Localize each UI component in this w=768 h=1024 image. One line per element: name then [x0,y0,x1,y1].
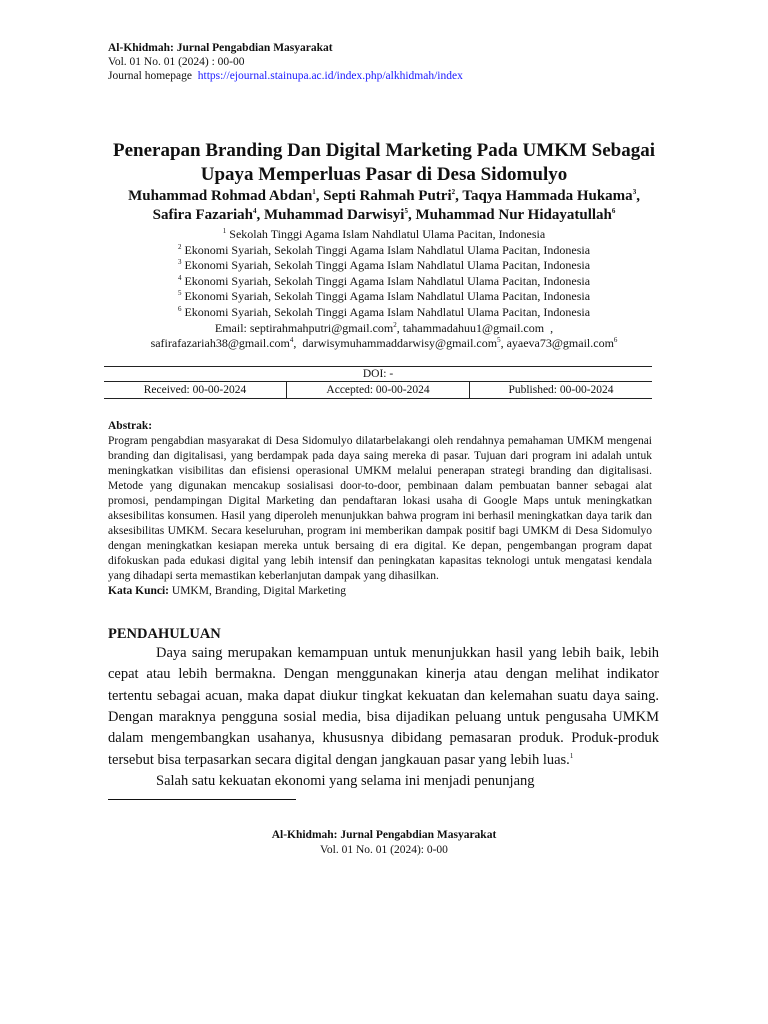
email-line: Email: septirahmahputri@gmail.com$^2$, tahammadahuu1@gmail.com , [214,320,554,335]
homepage-label: Journal homepage [108,70,192,82]
author: Taqya Hammada Hukama$^3$, [462,188,640,204]
keywords: Kata Kunci: UMKM, Branding, Digital Marketing [108,584,346,597]
paragraph: Daya saing merupakan kemampuan untuk menunjukkan hasil yang lebih baik, lebih cepat atau lebih bermakna. Dengan menggunakan kinerja atau dengan melihat indikator tertentu sebagai acuan, maka dapat diukur tingkat kekuatan dan kelemahan suatu daya saing. Dengan maraknya pengguna sosial media, bisa dijadikan peluang untuk pengusaha UMKM dalam mengembangkan usahanya, khususnya dibidang pemasaran produk. Produk-produk tersebut bisa terpasarkan secara digital dengan jangkauan pasar yang lebih luas.$^1$ [108,644,659,768]
affiliation: $^3$ Ekonomi Syariah, Sekolah Tinggi Agama Islam Nahdlatul Ulama Pacitan, Indonesia [177,258,591,273]
author: Muhammad Darwisyi$^5$, [264,207,416,223]
footer-volume: Vol. 01 No. 01 (2024): 0-00 [320,843,448,856]
footer-journal: Al-Khidmah: Jurnal Pengabdian Masyarakat [271,828,497,841]
affiliations [100,227,668,352]
affiliation: $^2$ Ekonomi Syariah, Sekolah Tinggi Agama Islam Nahdlatul Ulama Pacitan, Indonesia [177,242,591,257]
paragraph: Salah satu kekuatan ekonomi yang selama ini menjadi penunjang [156,773,535,790]
affiliation: $^1$ Sekolah Tinggi Agama Islam Nahdlatul Ulama Pacitan, Indonesia [222,227,546,241]
affiliation: $^4$ Ekonomi Syariah, Sekolah Tinggi Agama Islam Nahdlatul Ulama Pacitan, Indonesia [177,273,591,288]
published-date: Published: 00-00-2024 [469,382,652,398]
accepted-date: Accepted: 00-00-2024 [286,382,469,398]
journal-volume: Vol. 01 No. 01 (2024) : 00-00 [108,56,245,68]
received-date: Received: 00-00-2024 [143,383,247,396]
abstract [108,419,652,599]
doi: DOI: - [104,366,652,382]
article-meta-table [104,366,652,399]
paper-title: Penerapan Branding Dan Digital Marketing Pada UMKM Sebagai Upaya Memperluas Pasar di Desa Sidomulyo [112,140,656,185]
page-footer [0,828,768,858]
author: Septi Rahmah Putri$^2$, [323,188,463,204]
abstract-heading: Abstrak: [108,419,153,432]
affiliation: $^6$ Ekonomi Syariah, Sekolah Tinggi Agama Islam Nahdlatul Ulama Pacitan, Indonesia [177,304,591,319]
author: Muhammad Nur Hidayatullah$^6$ [415,207,616,223]
homepage-link[interactable]: https://ejournal.stainupa.ac.id/index.php/alkhidmah/index [197,70,463,82]
author: Muhammad Rohmad Abdan$^1$, [128,188,324,204]
section-body [108,643,659,793]
email-line: safirafazariah38@gmail.com$^4$, darwisymuhammaddarwisy@gmail.com$^5$, ayaeva73@gmail.com$^6$ [150,336,618,351]
footnote-ref[interactable]: 1 [569,751,574,760]
journal-header [108,41,660,83]
abstract-text: Program pengabdian masyarakat di Desa Sidomulyo dilatarbelakangi oleh rendahnya pemahaman UMKM mengenai branding dan digitalisasi, yang berdampak pada daya saing mereka di pasar. Tujuan dari program ini adalah untuk meningkatkan visibilitas dan efisiensi operasional UMKM melalui penerapan strategi branding dan digitalisasi. Metode yang digunakan mencakup sosialisasi door-to-door, pembinaan dalam pembuatan banner sebagai alat promosi, pendampingan Digital Marketing dan pendaftaran lokasi usaha di Google Maps untuk meningkatkan aksesibilitas konsumen. Hasil yang diperoleh menunjukkan bahwa program ini berhasil meningkatkan daya tarik dan aksesibilitas UMKM. Secara keseluruhan, program ini memberikan dampak positif bagi UMKM di Desa Sidomulyo dengan meningkatkan kesiapan mereka untuk bersaing di era digital. Ke depan, pengembangan program dapat difokuskan pada edukasi digital yang lebih intensif dan peningkatan kapasitas teknologi untuk mengatasi kendala yang dihadapi serta memastikan keberlanjutan dampak yang dihasilkan. [108,434,652,582]
footnote-divider [108,799,296,800]
author-list [108,187,660,225]
author: Safira Fazariah$^4$, [152,207,265,223]
section-heading: PENDAHULUAN [108,625,221,642]
affiliation: $^5$ Ekonomi Syariah, Sekolah Tinggi Agama Islam Nahdlatul Ulama Pacitan, Indonesia [177,289,591,304]
journal-name: Al-Khidmah: Jurnal Pengabdian Masyarakat [108,42,333,54]
